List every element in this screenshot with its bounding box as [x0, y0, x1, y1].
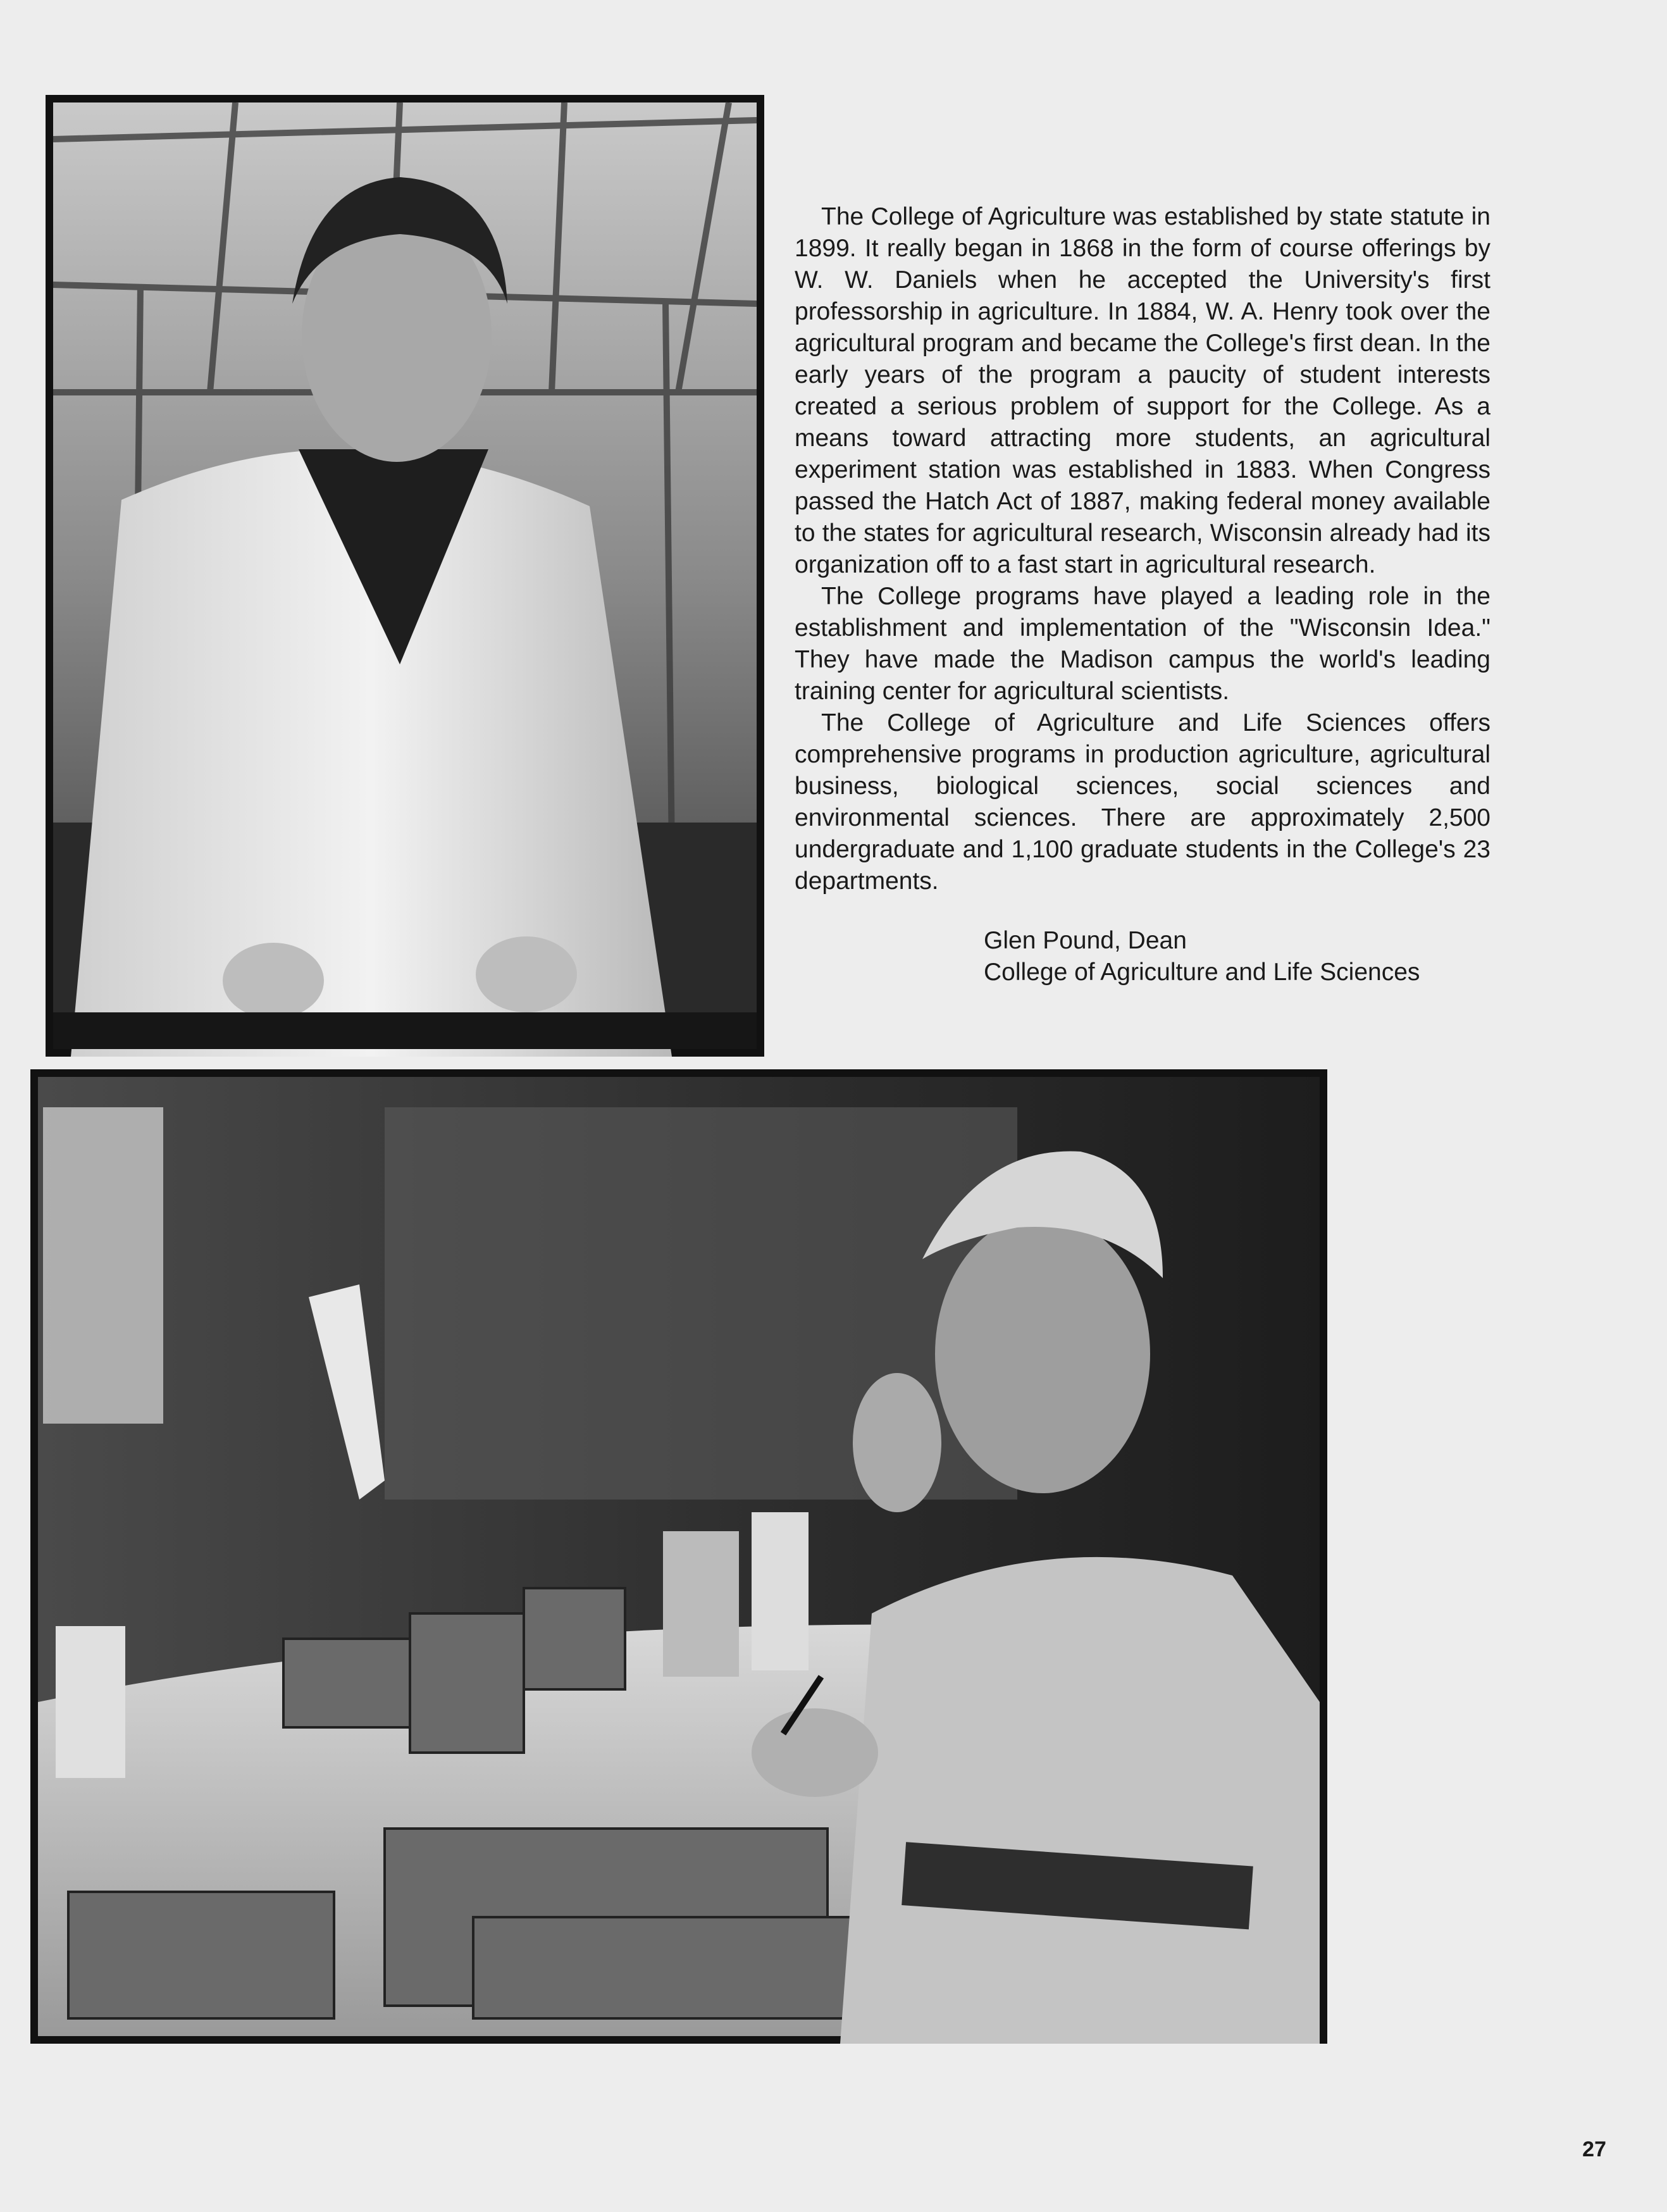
- article-body: [795, 201, 1490, 897]
- signature-name: Glen Pound, Dean: [984, 927, 1187, 954]
- greenhouse-photo-image: [46, 95, 764, 1057]
- signature-title: College of Agriculture and Life Sciences: [984, 959, 1420, 986]
- article-paragraph: The College of Agriculture was established by state statute in 1899. It really began in 1868 in the form of course offerings by W. W. Daniels when he accepted the University's first professorship in agriculture. In 1884, W. A. Henry took over the agricultural program and became the College's first dean. In the early years of the program a paucity of student interests created a serious problem of support for the College. As a means toward attracting more students, an agricultural experiment station was established in 1883. When Congress passed the Hatch Act of 1887, making federal money available to the states for agricultural research, Wisconsin already had its organization off to a fast start in agricultural research.: [795, 203, 1490, 578]
- article-paragraph: The College of Agriculture and Life Sciences offers comprehensive programs in production agriculture, agricultural business, biological sciences, social sciences and environmental sciences. There are approximately 2,500 undergraduate and 1,100 graduate students in the College's 23 departments.: [795, 709, 1490, 895]
- page-number: 27: [1582, 2137, 1606, 2161]
- photo-architecture-model: [30, 1069, 1327, 2044]
- signature-block: [984, 925, 1420, 988]
- article-paragraph: The College programs have played a leading role in the establishment and implementation of the "Wisconsin Idea." They have made the Madison campus the world's leading training center for agricultural scientists.: [795, 583, 1490, 705]
- model-photo-image: [30, 1069, 1327, 2044]
- photo-greenhouse-student: [46, 95, 764, 1057]
